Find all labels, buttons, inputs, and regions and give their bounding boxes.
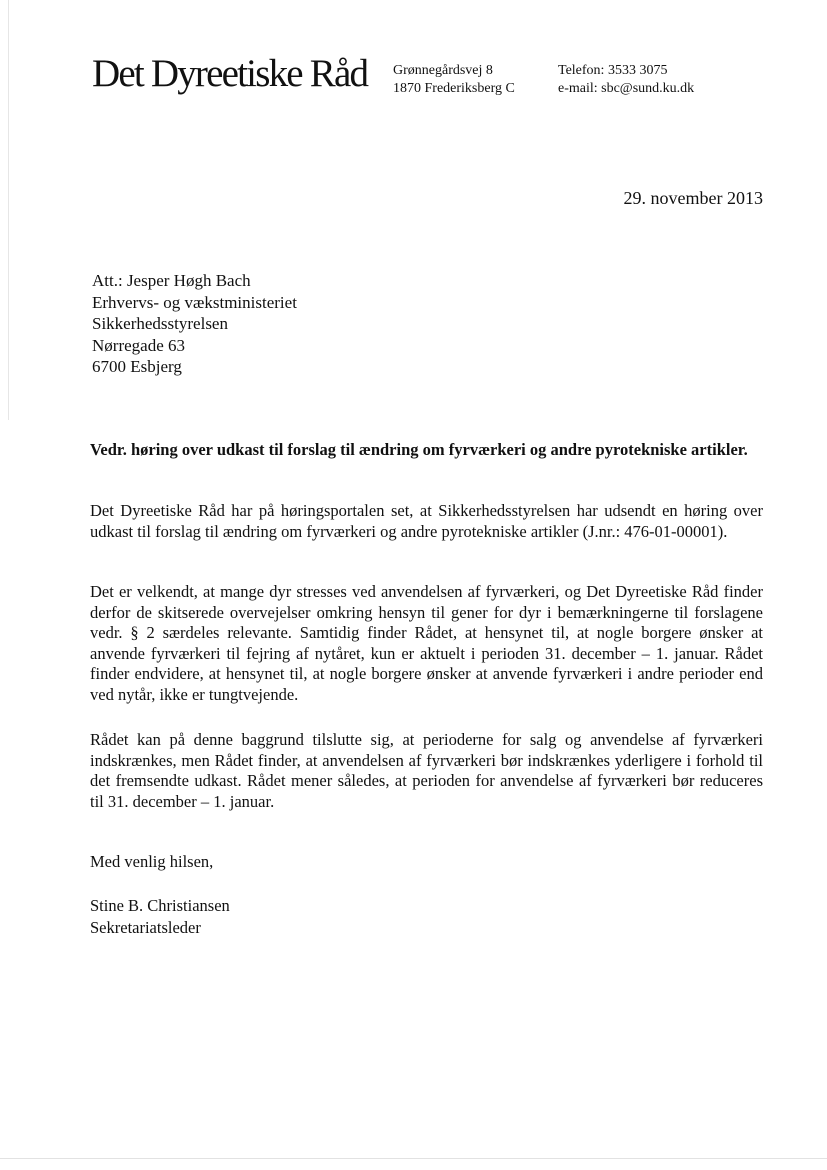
- scan-edge-bottom: [0, 1158, 827, 1159]
- recipient-address: [92, 270, 297, 378]
- closing-greeting: Med venlig hilsen,: [90, 852, 214, 871]
- street-address: Grønnegårdsvej 8: [393, 63, 493, 78]
- letter-subject: Vedr. høring over udkast til forslag til ændring om fyrværkeri og andre pyrotekniske artikler.: [90, 440, 748, 459]
- postal-city: 1870 Frederiksberg C: [393, 81, 515, 96]
- postal-address: [393, 62, 515, 98]
- signer-name: Stine B. Christiansen: [90, 896, 230, 915]
- phone-number: Telefon: 3533 3075: [558, 63, 668, 78]
- body-paragraph: Det Dyreetiske Råd har på høringsportalen set, at Sikkerhedsstyrelsen har udsendt en høring over udkast til forslag til ændring om fyrværkeri og andre pyrotekniske artikler (J.nr.: 476-01-00001).: [90, 501, 763, 541]
- recipient-street: Nørregade 63: [92, 335, 185, 355]
- recipient-city: 6700 Esbjerg: [92, 357, 182, 376]
- signature-block: [90, 895, 230, 939]
- organization-name: Det Dyreetiske Råd: [92, 52, 368, 95]
- recipient-attention: Att.: Jesper Høgh Bach: [92, 271, 251, 290]
- body-paragraph: Det er velkendt, at mange dyr stresses ved anvendelsen af fyrværkeri, og Det Dyreetiske Råd finder derfor de skitserede overvejelser omkring hensyn til gener for dyr i bemærkningerne til forslagene vedr. § 2 særdeles relevante. Samtidig finder Rådet, at hensynet til, at nogle borgere ønsker at anvende fyrværkeri til fejring af nytåret, kun er aktuelt i perioden 31. december – 1. januar. Rådet finder endvidere, at hensynet til, at nogle borgere ønsker at anvende fyrværkeri i andre perioder end ved nytår, ikke er tungtvejende.: [90, 582, 763, 704]
- email-address: e-mail: sbc@sund.ku.dk: [558, 81, 695, 96]
- signer-title: Sekretariatsleder: [90, 918, 201, 937]
- letterhead: [0, 0, 827, 110]
- recipient-agency: Sikkerhedsstyrelsen: [92, 314, 228, 333]
- recipient-ministry: Erhvervs- og vækstministeriet: [92, 292, 297, 312]
- contact-info: [558, 62, 694, 98]
- letter-date: 29. november 2013: [623, 188, 763, 208]
- body-paragraph: Rådet kan på denne baggrund tilslutte sig, at perioderne for salg og anvendelse af fyrværkeri indskrænkes, men Rådet finder, at anvendelsen af fyrværkeri bør indskrænkes yderligere i forhold til det fremsendte udkast. Rådet mener således, at perioden for anvendelse af fyrværkeri bør reduceres til 31. december – 1. januar.: [90, 730, 763, 811]
